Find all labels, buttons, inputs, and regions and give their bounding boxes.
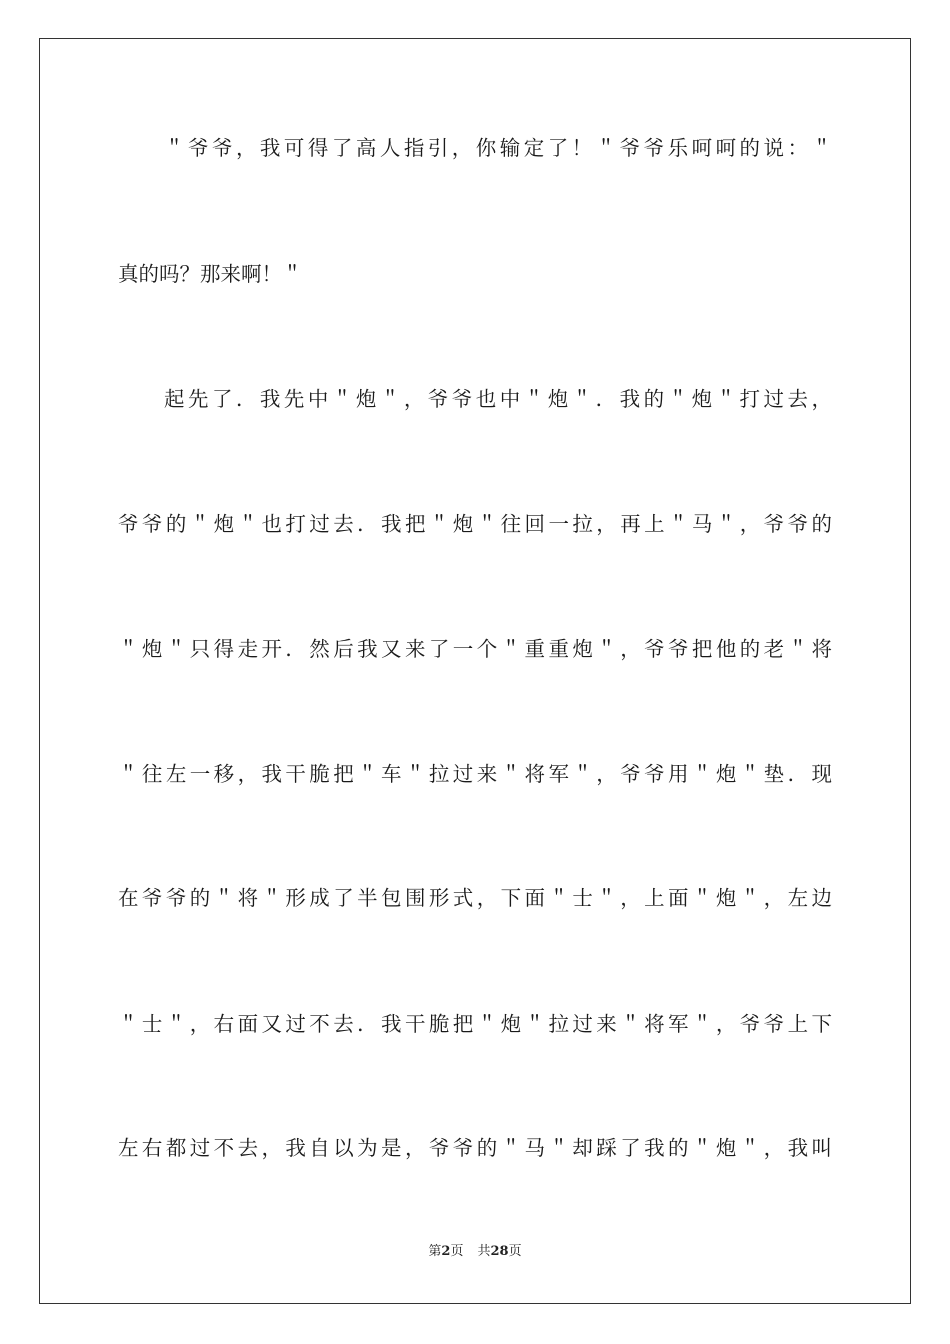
- text-line-2: 真的吗？那来啊！＂: [118, 262, 303, 286]
- page-suffix: 页: [450, 1244, 464, 1259]
- text-line-4: 爷爷的＂炮＂也打过去．我把＂炮＂往回一拉，再上＂马＂，爷爷的: [118, 512, 832, 536]
- text-line-5: ＂炮＂只得走开．然后我又来了一个＂重重炮＂，爷爷把他的老＂将: [118, 637, 832, 661]
- text-line-3: 起先了．我先中＂炮＂，爷爷也中＂炮＂．我的＂炮＂打过去，: [164, 387, 832, 411]
- text-line-7: 在爷爷的＂将＂形成了半包围形式，下面＂士＂，上面＂炮＂，左边: [118, 886, 832, 910]
- total-prefix: 共: [477, 1244, 491, 1259]
- text-line-9: 左右都过不去，我自以为是，爷爷的＂马＂却踩了我的＂炮＂，我叫: [118, 1136, 832, 1160]
- page-prefix: 第: [428, 1244, 442, 1259]
- total-suffix: 页: [508, 1244, 522, 1259]
- text-line-8: ＂士＂，右面又过不去．我干脆把＂炮＂拉过来＂将军＂，爷爷上下: [118, 1012, 832, 1036]
- page-border: [39, 38, 911, 1304]
- text-line-1: ＂爷爷，我可得了高人指引，你输定了！＂爷爷乐呵呵的说：＂: [164, 136, 832, 160]
- text-line-6: ＂往左一移，我干脆把＂车＂拉过来＂将军＂，爷爷用＂炮＂垫．现: [118, 762, 832, 786]
- page-total: 28: [490, 1244, 509, 1259]
- page-footer: [0, 1243, 950, 1261]
- page-current: 2: [441, 1244, 451, 1259]
